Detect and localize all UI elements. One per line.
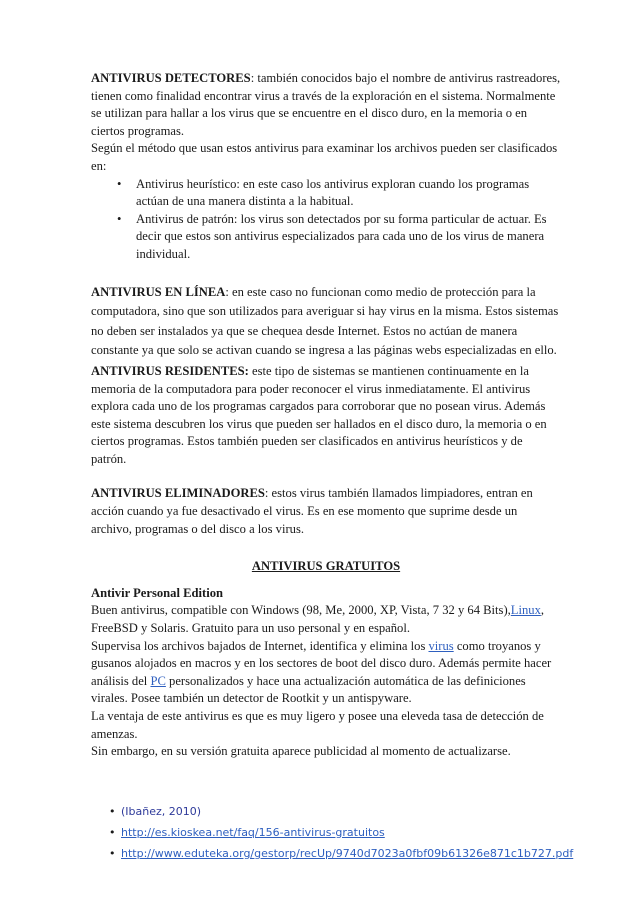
list-item: • Antivirus de patrón: los virus son detectados por su forma particular de actuar. Es decir que estos son antivirus especializados para cada uno de los virus de manera individual.	[117, 211, 547, 261]
detectores-paragraph	[91, 70, 561, 140]
bullet-icon: •	[109, 826, 116, 839]
residentes-paragraph	[91, 363, 561, 469]
list-item	[91, 843, 573, 864]
section-en-linea	[91, 283, 561, 361]
section-eliminadores	[91, 485, 561, 538]
bullet-icon: •	[117, 176, 122, 191]
document-body	[91, 70, 561, 761]
section-gratuitos	[91, 558, 561, 761]
detectores-heading: ANTIVIRUS DETECTORES	[91, 71, 251, 85]
detectores-text: : también conocidos bajo el nombre de antivirus rastreadores, tienen como finalidad encontrar virus a través de la exploración en el sistema. Normalmente se utilizan para hallar a los virus que se encuentre en el disco duro, en la memoria o en ciertos programas.	[91, 71, 561, 138]
en-linea-paragraph	[91, 283, 561, 361]
linux-link[interactable]: Linux	[510, 603, 541, 618]
eliminadores-heading: ANTIVIRUS ELIMINADORES	[91, 486, 265, 501]
bullet-icon: •	[109, 805, 116, 818]
list-item: • Antivirus heurístico: en este caso los antivirus exploran cuando los programas actúan de una manera distinta a la habitual.	[117, 176, 530, 209]
pc-link[interactable]: PC	[150, 673, 166, 688]
list-item	[91, 822, 573, 843]
en-linea-heading: ANTIVIRUS EN LÍNEA	[91, 284, 226, 299]
bullet-icon: •	[117, 211, 122, 226]
product-paragraph-3: La ventaja de este antivirus es que es muy ligero y posee una eleveda tasa de detección de amenzas.	[91, 709, 544, 741]
product-name: Antivir Personal Edition	[91, 585, 224, 600]
references-list	[91, 801, 573, 864]
residentes-text: este tipo de sistemas se mantienen continuamente en la memoria de la computadora para poder reconocer el virus inmediatamente. El antivirus explora cada uno de los programas cargados para corroborar que no posean virus. Además este sistema descubren los virus que pueden ser hallados en el disco duro, la memoria o en ciertos programas. Estos también pueden ser clasificados en antivirus heurísticos y de patrón.	[91, 363, 547, 466]
eliminadores-paragraph	[91, 485, 561, 538]
reference-link[interactable]: http://es.kioskea.net/faq/156-antivirus-gratuitos	[121, 826, 385, 839]
reference-link[interactable]: http://www.eduteka.org/gestorp/recUp/9740d7023a0fbf09b61326e871c1b727.pdf	[121, 847, 574, 860]
detectores-list	[91, 176, 561, 264]
bullet-icon: •	[109, 847, 116, 860]
residentes-heading: ANTIVIRUS RESIDENTES:	[91, 363, 249, 378]
eliminadores-text: : estos virus también llamados limpiadores, entran en acción cuando ya fue desactivado el virus. Es en ese momento que suprime desde un archivo, programas o del disco a los virus.	[91, 486, 533, 536]
detectores-intro: Según el método que usan estos antivirus para examinar los archivos pueden ser clasificados en:	[91, 141, 558, 173]
product-paragraph-2: Supervisa los archivos bajados de Internet, identifica y elimina los virus como troyanos y gusanos alojados en macros y en los sectores de boot del disco duro. Además permite hacer análisis del PC personalizados y hace una actualización automática de las definiciones virales. Posee también un detector de Rootkit y un antispyware.	[91, 638, 552, 706]
product-paragraph-1: Buen antivirus, compatible con Windows (98, Me, 2000, XP, Vista, 7 32 y 64 Bits),Linux, FreeBSD y Solaris. Gratuito para un uso personal y en español.	[91, 603, 545, 636]
list-item	[91, 801, 573, 822]
gratuitos-title: ANTIVIRUS GRATUITOS	[251, 559, 401, 574]
en-linea-text: : en este caso no funcionan como medio de protección para la computadora, sino que son utilizados para averiguar si hay virus en la misma. Estos sistemas no deben ser instalados ya que se chequea desde Internet. Estos no actúan de manera constante ya que solo se activan cuando se ingresa a las páginas webs especializadas en ello.	[91, 284, 559, 358]
product-paragraph-4: Sin embargo, en su versión gratuita aparece publicidad al momento de actualizarse.	[91, 744, 511, 759]
section-residentes	[91, 363, 561, 469]
reference-citation: (Ibañez, 2010)	[121, 805, 202, 818]
virus-link[interactable]: virus	[428, 638, 454, 653]
section-detectores	[91, 70, 561, 264]
